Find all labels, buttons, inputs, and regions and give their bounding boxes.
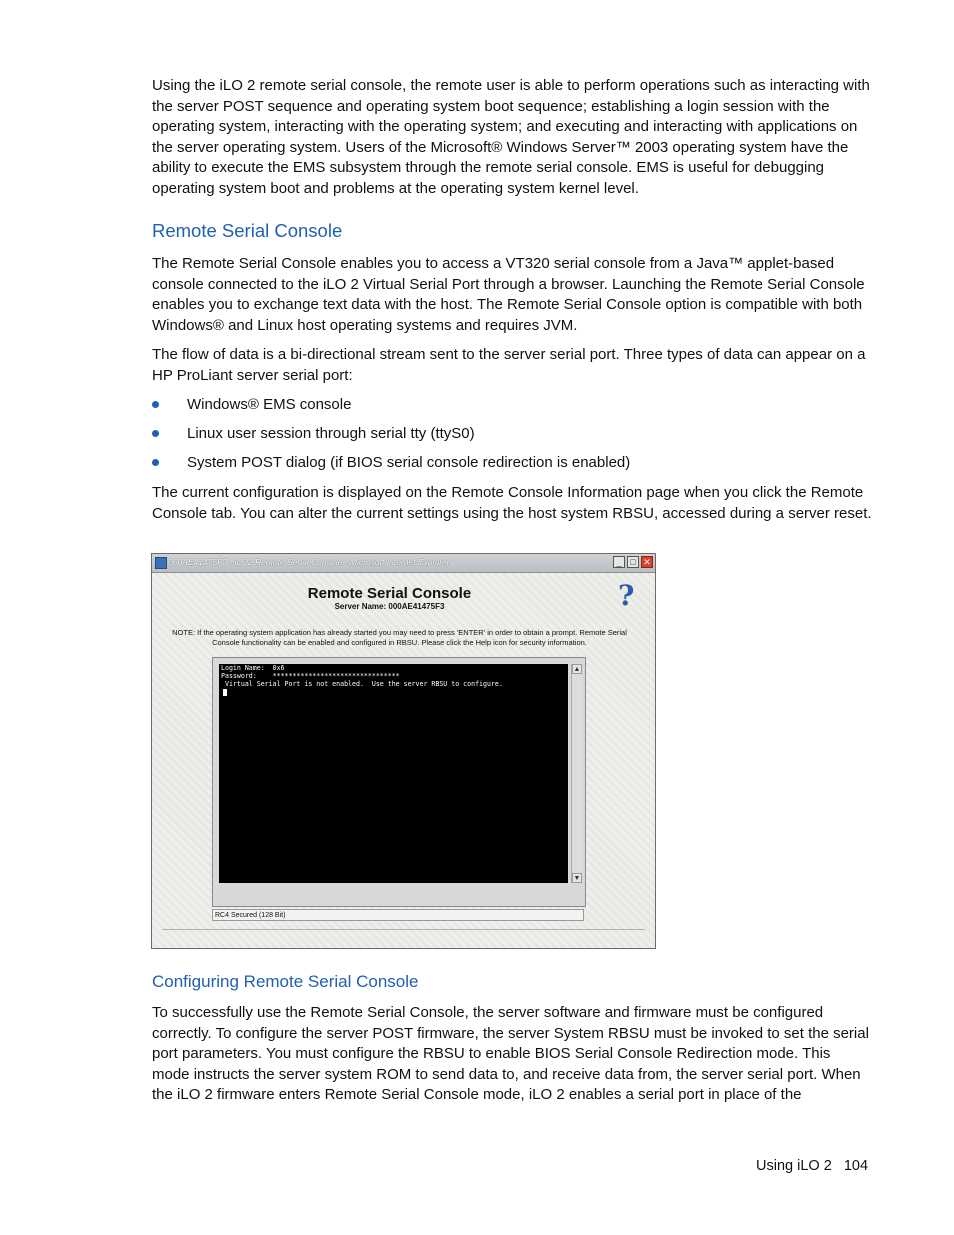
window-title: 000AE41475F3 - iLO2 Remote Serial Console - Microsoft Internet Explorer	[168, 557, 450, 567]
bullet-icon	[152, 430, 159, 437]
bullet-icon	[152, 459, 159, 466]
scroll-up-icon[interactable]: ▲	[573, 666, 581, 673]
terminal-scrollbar[interactable]	[571, 664, 582, 883]
server-name-label: Server Name: 000AE41475F3	[334, 602, 445, 611]
section-heading-remote-serial-console: Remote Serial Console	[152, 220, 343, 241]
section-heading-configuring-rsc: Configuring Remote Serial Console	[152, 972, 419, 991]
terminal-line: Login Name: 0x6	[221, 664, 285, 672]
terminal-line: Virtual Serial Port is not enabled. Use the server RBSU to configure.	[221, 680, 503, 689]
bullet-icon	[152, 401, 159, 408]
console-note: NOTE: If the operating system application has already started you may need to press 'ENTER' in order to obtain a prompt. Remote Serial Console functionality can be enabled and configured in RBSU. Please click the Help icon for security information.	[172, 628, 627, 647]
terminal-cursor-line	[219, 689, 568, 697]
page-number: 104	[843, 1158, 869, 1174]
maximize-icon[interactable]: □	[627, 556, 639, 568]
bullet-text: Linux user session through serial tty (ttyS0)	[187, 425, 475, 442]
close-icon[interactable]: ✕	[641, 556, 653, 568]
minimize-icon[interactable]: _	[613, 556, 625, 568]
bullet-text: Windows® EMS console	[187, 396, 352, 413]
terminal-frame	[212, 657, 586, 907]
terminal-screen[interactable]	[219, 664, 568, 883]
page-footer	[756, 1158, 868, 1174]
footer-section: Using iLO 2	[756, 1158, 832, 1174]
browser-icon	[155, 557, 167, 569]
encryption-status: RC4 Secured (128 Bit)	[212, 909, 584, 921]
bullet-text: System POST dialog (if BIOS serial console redirection is enabled)	[187, 454, 631, 471]
rsc-description-paragraph: The Remote Serial Console enables you to access a VT320 serial console from a Java™ applet-based console connected to the iLO 2 Virtual Serial Port through a browser. Launching the Remote Serial Console enables you to exchange text data with the host. The Remote Serial Console option is compatible with both Windows® and Linux host operating systems and requires JVM.	[152, 255, 865, 334]
console-page	[152, 573, 655, 949]
divider	[162, 929, 645, 930]
remote-serial-console-screenshot	[151, 553, 656, 949]
help-icon[interactable]: ?	[618, 579, 635, 612]
data-flow-paragraph: The flow of data is a bi-directional stream sent to the server serial port. Three types of data can appear on a HP ProLiant server serial port:	[152, 346, 866, 384]
intro-paragraph: Using the iLO 2 remote serial console, the remote user is able to perform operations such as interacting with the server POST sequence and operating system boot sequence; establishing a login session with the operating system, interacting with the operating system; and executing and interacting with applications on the server operating system. Users of the Microsoft® Windows Server™ 2003 operating system have the ability to execute the EMS subsystem through the remote serial console. EMS is useful for debugging operating system boot and problems at the operating system kernel level.	[152, 77, 870, 197]
configuring-paragraph: To successfully use the Remote Serial Console, the server software and firmware must be configured correctly. To configure the server POST firmware, the server System RBSU must be invoked to set the serial port parameters. You must configure the RBSU to enable BIOS Serial Console Redirection mode. This mode instructs the server system ROM to send data to, and receive data from, the server serial port. When the iLO 2 firmware enters Remote Serial Console mode, iLO 2 enables a serial port in place of the	[152, 1004, 869, 1103]
console-page-title: Remote Serial Console	[307, 585, 472, 602]
window-titlebar	[152, 554, 655, 573]
text-cursor	[223, 689, 227, 696]
current-config-paragraph: The current configuration is displayed on the Remote Console Information page when you click the Remote Console tab. You can alter the current settings using the host system RBSU, accessed during a server reset.	[152, 484, 872, 522]
scroll-down-icon[interactable]: ▼	[573, 875, 581, 882]
terminal-line: Password: ********************************	[221, 672, 400, 681]
